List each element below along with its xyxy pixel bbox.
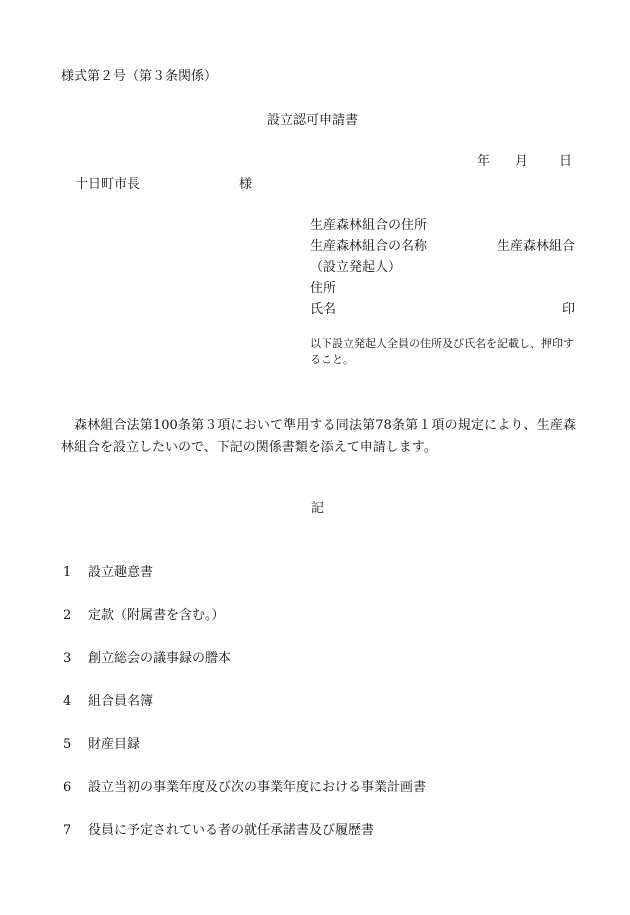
list-item-number: 1 [63,565,72,580]
list-item-number: 6 [63,780,72,795]
promoter-address-row [310,282,575,303]
list-item-number: 3 [63,651,72,666]
ki-heading: 記 [311,501,325,516]
list-item-number: 7 [63,823,72,838]
recipient-honorific: 様 [239,177,253,192]
list-item-label: 組合員名簿 [88,694,154,709]
date-year-label: 年 [477,154,491,169]
applicant-name-label: 生産森林組合の名称 [310,239,428,254]
promoter-name-row [310,303,575,324]
applicant-name-suffix: 生産森林組合 [496,239,575,254]
applicant-address-label: 生産森林組合の住所 [310,218,428,233]
list-item-label: 役員に予定されている者の就任承諾書及び履歴書 [88,823,375,838]
promoter-heading-row [310,261,575,282]
list-item-label: 財産目録 [88,737,141,752]
recipient-name: 十日町市長 [75,177,141,192]
application-body-text: 森林組合法第100条第３項において準用する同法第78条第１項の規定により、生産森林組合を設立したいので、下記の関係書類を添えて申請します。 [61,418,576,455]
list-item-number: 2 [63,608,72,623]
applicant-block [310,219,575,368]
document-title: 設立認可申請書 [267,113,359,128]
applicant-address-row [310,219,575,240]
list-item-label: 創立総会の議事録の謄本 [88,651,232,666]
list-item-label: 設立趣意書 [88,565,154,580]
promoter-heading: （設立発起人） [310,260,402,275]
promoter-name-label: 氏名 [310,302,337,317]
list-item-label: 定款（附属書を含む。） [88,608,225,623]
applicant-name-row [310,240,575,261]
date-month-label: 月 [515,154,529,169]
date-day-label: 日 [559,154,573,169]
seal-mark: 印 [561,302,575,317]
promoter-note: 以下設立発起人全員の住所及び氏名を記載し、押印すること。 [310,337,574,366]
form-number: 様式第２号（第３条関係） [61,69,218,84]
list-item-number: 5 [63,737,72,752]
promoter-address-label: 住所 [310,281,337,296]
list-item-number: 4 [63,694,72,709]
list-item-label: 設立当初の事業年度及び次の事業年度における事業計画書 [88,780,427,795]
